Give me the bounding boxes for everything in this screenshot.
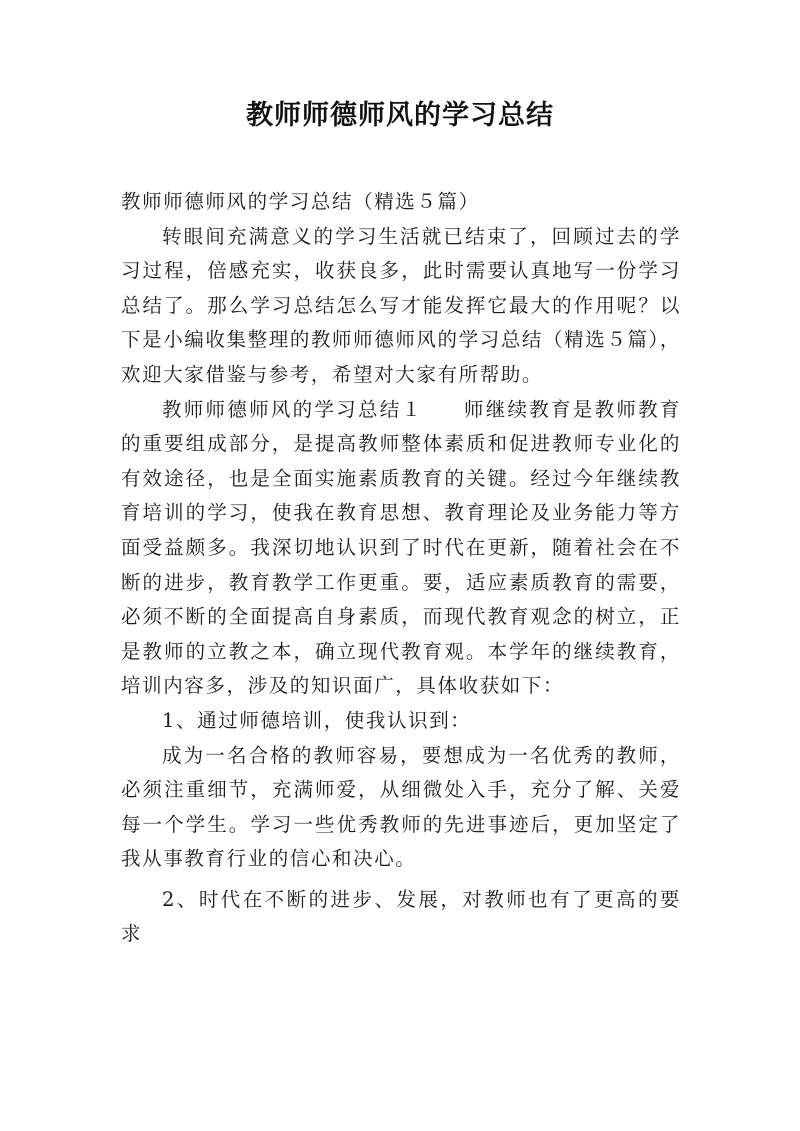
document-subtitle: 教师师德师风的学习总结（精选５篇）	[121, 190, 480, 213]
document-body	[121, 185, 681, 952]
point-2-heading: 2、时代在不断的进步、发展，对教师也有了更高的要求	[121, 887, 681, 946]
intro-paragraph: 转眼间充满意义的学习生活就已结束了，回顾过去的学习过程，倍感充实，收获良多，此时需要认真地写一份学习总结了。那么学习总结怎么写才能发挥它最大的作用呢？以下是小编收集整理的教师师德师风的学习总结（精选５篇），欢迎大家借鉴与参考，希望对大家有所帮助。	[121, 224, 681, 386]
point-1-paragraph: 成为一名合格的教师容易，要想成为一名优秀的教师，必须注重细节，充满师爱，从细微处入手，充分了解、关爱每一个学生。学习一些优秀教师的先进事迹后，更加坚定了我从事教育行业的信心和决心。	[121, 743, 681, 871]
point-1-heading: 1、通过师德培训，使我认识到：	[162, 708, 472, 732]
document-title: 教师师德师风的学习总结	[246, 100, 554, 131]
section-1-paragraph	[121, 393, 681, 704]
section-1-body: 师继续教育是教师教育的重要组成部分，是提高教师整体素质和促进教师专业化的有效途径，也是全面实施素质教育的关键。经过今年继续教育培训的学习，使我在教育思想、教育理论及业务能力等方面受益颇多。我深切地认识到了时代在更新，随着社会在不断的进步，教育教学工作更重。要，适应素质教育的需要，必须不断的全面提高自身素质，而现代教育观念的树立，正是教师的立教之本，确立现代教育观。本学年的继续教育，培训内容多，涉及的知识面广，具体收获如下：	[121, 397, 681, 698]
section-1-heading: 教师师德师风的学习总结１	[162, 397, 424, 421]
